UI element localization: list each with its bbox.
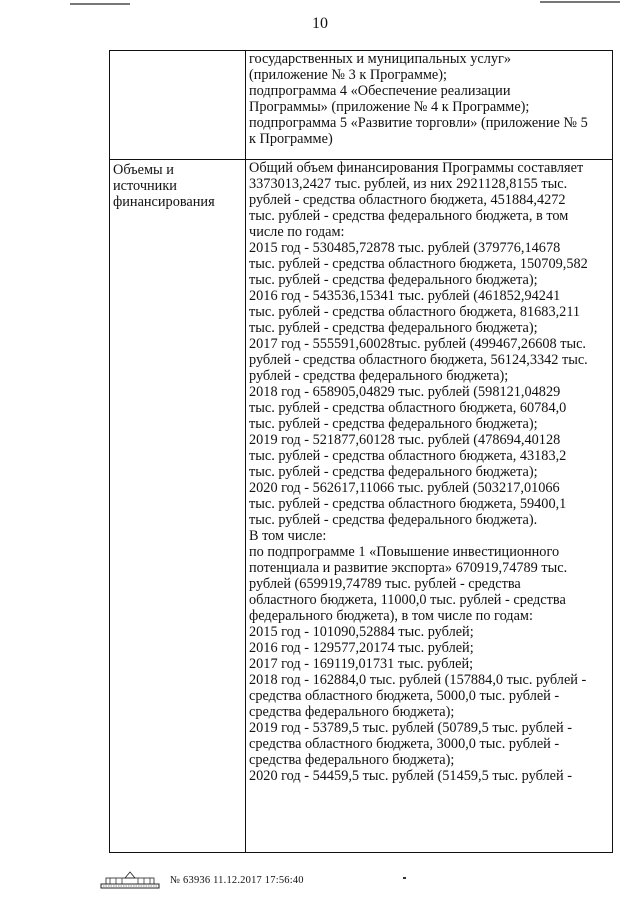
table-cell-empty bbox=[110, 51, 246, 160]
table-row bbox=[110, 160, 613, 853]
text-line: В том числе: bbox=[249, 528, 327, 544]
text-line: тыс. рублей - средства федерального бюджета); bbox=[249, 464, 538, 480]
text-line: 2020 год - 54459,5 тыс. рублей (51459,5 тыс. рублей - bbox=[249, 768, 572, 784]
text-line: (приложение № 3 к Программе); bbox=[249, 67, 448, 83]
financing-text bbox=[249, 160, 609, 852]
text-line: государственных и муниципальных услуг» bbox=[249, 51, 511, 67]
text-line: средства областного бюджета, 5000,0 тыс. рублей - bbox=[249, 688, 560, 704]
text-line: тыс. рублей - средства федерального бюджета, в том bbox=[249, 208, 569, 224]
text-line: 2020 год - 562617,11066 тыс. рублей (503217,01066 bbox=[249, 480, 560, 496]
text-line: к Программе) bbox=[249, 131, 333, 147]
text-line: подпрограмма 4 «Обеспечение реализации bbox=[249, 83, 511, 99]
text-line: тыс. рублей - средства федерального бюджета). bbox=[249, 512, 538, 528]
text-line: тыс. рублей - средства областного бюджета, 81683,211 bbox=[249, 304, 581, 320]
page-number: 10 bbox=[312, 15, 328, 32]
text-line: 2018 год - 658905,04829 тыс. рублей (598121,04829 bbox=[249, 384, 561, 400]
text-line: рублей - средства областного бюджета, 451884,4272 bbox=[249, 192, 566, 208]
text-line: средства областного бюджета, 3000,0 тыс. рублей - bbox=[249, 736, 560, 752]
text-line: источники bbox=[113, 178, 177, 194]
text-line: Общий объем финансирования Программы составляет bbox=[249, 160, 584, 176]
text-line: 2019 год - 521877,60128 тыс. рублей (478694,40128 bbox=[249, 432, 561, 448]
text-line: тыс. рублей - средства федерального бюджета); bbox=[249, 272, 538, 288]
text-line: потенциала и развитие экспорта» 670919,74789 тыс. bbox=[249, 560, 568, 576]
text-line: 2017 год - 555591,60028тыс. рублей (499467,26608 тыс. bbox=[249, 336, 587, 352]
text-line: средства федерального бюджета); bbox=[249, 704, 455, 720]
text-line: Программы» (приложение № 4 к Программе); bbox=[249, 99, 530, 115]
text-line: по подпрограмме 1 «Повышение инвестиционного bbox=[249, 544, 560, 560]
document-footer bbox=[100, 870, 304, 890]
text-line: 2015 год - 530485,72878 тыс. рублей (379776,14678 bbox=[249, 240, 561, 256]
text-line: подпрограмма 5 «Развитие торговли» (приложение № 5 bbox=[249, 115, 588, 131]
table-cell-financing-text bbox=[246, 160, 613, 853]
text-line: Объемы и bbox=[113, 162, 174, 178]
text-line: тыс. рублей - средства федерального бюджета); bbox=[249, 320, 538, 336]
text-line: 3373013,2427 тыс. рублей, из них 2921128,8155 тыс. bbox=[249, 176, 568, 192]
text-line: 2017 год - 169119,01731 тыс. рублей; bbox=[249, 656, 474, 672]
text-line: рублей - средства федерального бюджета); bbox=[249, 368, 509, 384]
text-line: тыс. рублей - средства областного бюджета, 43183,2 bbox=[249, 448, 567, 464]
text-line: рублей (659919,74789 тыс. рублей - средства bbox=[249, 576, 521, 592]
text-line: тыс. рублей - средства областного бюджета, 59400,1 bbox=[249, 496, 567, 512]
text-line: 2019 год - 53789,5 тыс. рублей (50789,5 тыс. рублей - bbox=[249, 720, 572, 736]
table-cell-financing-label bbox=[110, 160, 246, 853]
text-line: федерального бюджета), в том числе по годам: bbox=[249, 608, 533, 624]
table-row bbox=[110, 51, 613, 160]
scan-edge-mark bbox=[70, 3, 130, 5]
text-line: средства федерального бюджета); bbox=[249, 752, 455, 768]
text-line: 2016 год - 543536,15341 тыс. рублей (461852,94241 bbox=[249, 288, 561, 304]
text-line: областного бюджета, 11000,0 тыс. рублей - средства bbox=[249, 592, 566, 608]
table-cell-subprograms bbox=[246, 51, 613, 160]
text-line: рублей - средства областного бюджета, 56124,3342 тыс. bbox=[249, 352, 588, 368]
text-line: тыс. рублей - средства областного бюджета, 150709,582 bbox=[249, 256, 588, 272]
program-passport-table bbox=[109, 50, 613, 853]
text-line: 2015 год - 101090,52884 тыс. рублей; bbox=[249, 624, 474, 640]
text-line: финансирования bbox=[113, 194, 215, 210]
text-line: тыс. рублей - средства федерального бюджета); bbox=[249, 416, 538, 432]
scan-speck bbox=[403, 877, 406, 879]
text-line: 2016 год - 129577,20174 тыс. рублей; bbox=[249, 640, 474, 656]
scan-edge-mark bbox=[540, 1, 620, 3]
registration-stamp: № 63936 11.12.2017 17:56:40 bbox=[170, 874, 304, 886]
text-line: 2018 год - 162884,0 тыс. рублей (157884,0 тыс. рублей - bbox=[249, 672, 587, 688]
text-line: числе по годам: bbox=[249, 224, 345, 240]
text-line: тыс. рублей - средства областного бюджета, 60784,0 bbox=[249, 400, 567, 416]
parliament-building-icon bbox=[100, 871, 160, 889]
